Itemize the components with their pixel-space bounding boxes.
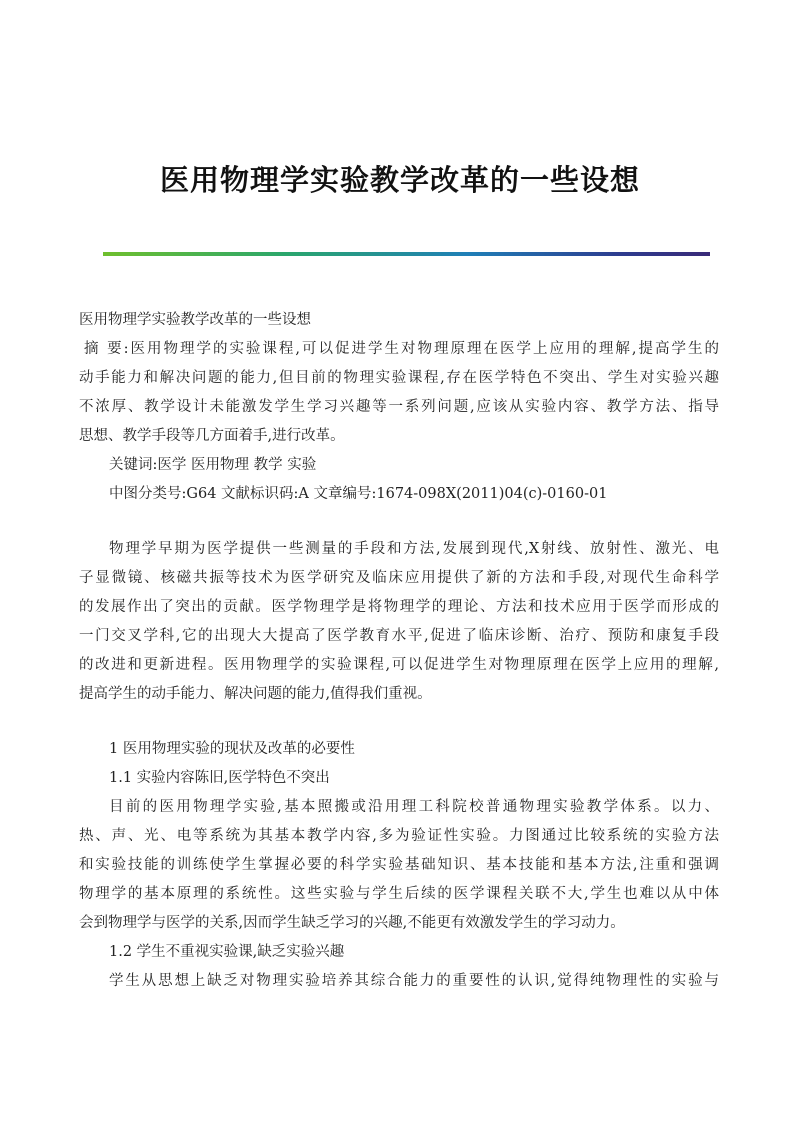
paragraph-line: 物理学的基本原理的系统性。这些实验与学生后续的医学课程关联不大,学生也难以从中体 (79, 886, 719, 902)
paragraph-line: 目前的医用物理学实验,基本照搬或沿用理工科院校普通物理实验教学体系。以力、 (109, 799, 719, 815)
paragraph-line: 热、声、光、电等系统为其基本教学内容,多为验证性实验。力图通过比较系统的实验方法 (79, 828, 719, 844)
spacer (79, 509, 719, 535)
intro-paragraph (79, 535, 719, 709)
abstract-line: 思想、教学手段等几方面着手,进行改革。 (79, 428, 345, 444)
classification-info: 中图分类号:G64 文献标识码:A 文章编号:1674-098X(2011)04(c)-0160-01 (109, 486, 608, 502)
subsection-heading: 1.2 学生不重视实验课,缺乏实验兴趣 (109, 944, 345, 960)
article-title: 医用物理学实验教学改革的一些设想 (79, 312, 311, 328)
section-1-2-paragraph (79, 967, 719, 996)
title-divider (103, 252, 710, 256)
abstract-line: 摘 要:医用物理学的实验课程,可以促进学生对物理原理在医学上应用的理解,提高学生的 (84, 341, 719, 357)
document-title: 医用物理学实验教学改革的一些设想 (159, 163, 640, 197)
paragraph-line: 和实验技能的训练使学生掌握必要的科学实验基础知识、基本技能和基本方法,注重和强调 (79, 857, 719, 873)
section-1-1-paragraph (79, 793, 719, 938)
abstract (79, 335, 719, 451)
abstract-line: 动手能力和解决问题的能力,但目前的物理实验课程,存在医学特色不突出、学生对实验兴趣 (79, 370, 719, 386)
paragraph-line: 的改进和更新进程。医用物理学的实验课程,可以促进学生对物理原理在医学上应用的理解, (79, 657, 719, 673)
section-heading: 1 医用物理实验的现状及改革的必要性 (109, 741, 355, 757)
paragraph-line: 物理学早期为医学提供一些测量的手段和方法,发展到现代,X射线、放射性、激光、电 (109, 541, 719, 557)
paragraph-line: 会到物理学与医学的关系,因而学生缺乏学习的兴趣,不能更有效激发学生的学习动力。 (79, 915, 625, 931)
paragraph-line: 学生从思想上缺乏对物理实验培养其综合能力的重要性的认识,觉得纯物理性的实验与 (109, 973, 719, 989)
abstract-line: 不浓厚、教学设计未能激发学生学习兴趣等一系列问题,应该从实验内容、教学方法、指导 (79, 399, 719, 415)
paragraph-line: 一门交叉学科,它的出现大大提高了医学教育水平,促进了临床诊断、治疗、预防和康复手段 (79, 628, 719, 644)
paragraph-line: 提高学生的动手能力、解决问题的能力,值得我们重视。 (79, 686, 432, 702)
paragraph-line: 子显微镜、核磁共振等技术为医学研究及临床应用提供了新的方法和手段,对现代生命科学 (79, 570, 719, 586)
keywords: 关键词:医学 医用物理 教学 实验 (109, 457, 317, 473)
document-body (79, 306, 719, 996)
subsection-heading: 1.1 实验内容陈旧,医学特色不突出 (109, 770, 330, 786)
spacer (79, 709, 719, 735)
paragraph-line: 的发展作出了突出的贡献。医学物理学是将物理学的理论、方法和技术应用于医学而形成的 (79, 599, 719, 615)
